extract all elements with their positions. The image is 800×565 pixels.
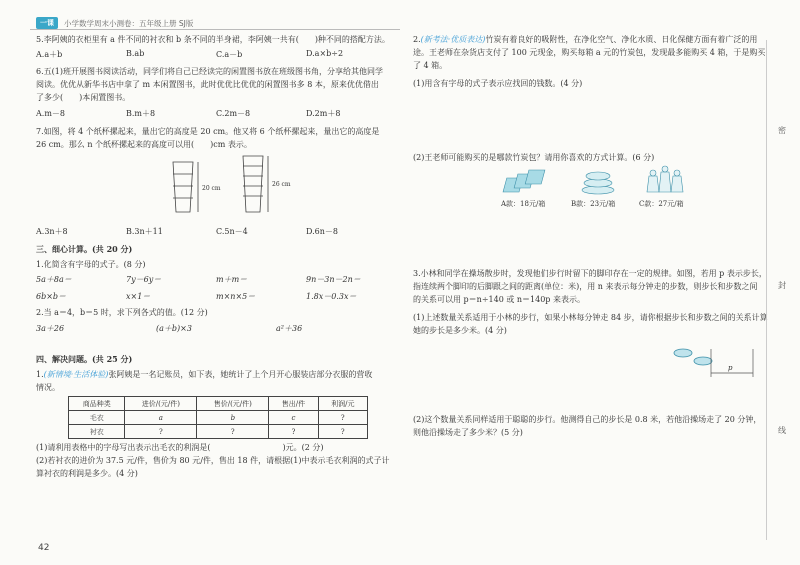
q5-text: 5.李阿姨的衣柜里有 a 件不同的衬衣和 b 条不同的半身裙，李阿姨一共有( )种不同的搭配方法。 xyxy=(36,35,390,44)
simplify-item: 6b×b＝ xyxy=(36,292,67,301)
bag-a-image xyxy=(508,166,552,196)
q2-body: 竹炭有着良好的吸附性，在净化空气、净化水质、日化保健方面有着广泛的用 xyxy=(485,35,758,44)
page-header xyxy=(36,16,193,30)
q3-part1-a: (1)上述数量关系适用于小林的步行，如果小林每分钟走 84 步，请你根据步长和步数之间的关系计算 xyxy=(413,313,768,322)
cup-height-1: 20 cm xyxy=(202,185,221,192)
table-cell: ? xyxy=(125,425,197,439)
bag-a-label: A款：18元/箱 xyxy=(501,200,546,208)
margin-mark-envelope: 封 xyxy=(778,281,786,290)
q6-text-3: 了多少( )本闲置图书。 xyxy=(36,93,131,102)
simplify-item: m×n×5＝ xyxy=(216,292,256,301)
table-cell: ? xyxy=(318,411,367,425)
table-cell: c xyxy=(269,411,318,425)
q3-1-text: 1.化简含有字母的式子。(8 分) xyxy=(36,260,146,269)
table-header-cell: 进价/(元/件) xyxy=(125,397,197,411)
q6-text-1: 6.五(1)班开展图书阅读活动，同学们将自己已经读完的闲置图书放在班级图书角，分享给其他同学 xyxy=(36,67,383,76)
header-title: 小学数学周末小测卷：五年级上册 SJ版 xyxy=(64,18,194,28)
table-cell: 衬衣 xyxy=(69,425,125,439)
simplify-item: m＋m＝ xyxy=(216,275,248,284)
q7-option-a: A.3n＋8 xyxy=(36,227,68,236)
simplify-item: 7y－6y＝ xyxy=(126,275,162,284)
table-header-cell: 售出/件 xyxy=(269,397,318,411)
q4-1-text-b: 情况。 xyxy=(36,383,60,392)
bag-c-label: C款：27元/箱 xyxy=(639,200,684,208)
q3-text-3: 的关系可以用 p＝n÷140 或 n＝140p 来表示。 xyxy=(413,295,585,304)
table-header-row xyxy=(69,397,368,411)
q4-1-tag: (新情境·生活体验) xyxy=(43,370,109,379)
simplify-item: 9n－3n－2n＝ xyxy=(306,275,361,284)
cup-height-2: 26 cm xyxy=(272,181,291,188)
page-number: 42 xyxy=(38,543,50,553)
table-cell: ? xyxy=(318,425,367,439)
simplify-item: 5a＋8a＝ xyxy=(36,275,72,284)
q7-option-d: D.6n－8 xyxy=(306,227,339,236)
q3-part1-b: 她的步长是多少米。(4 分) xyxy=(413,326,507,335)
table-row xyxy=(69,411,368,425)
table-cell: 毛衣 xyxy=(69,411,125,425)
footprint-step-diagram xyxy=(673,339,763,379)
income-table xyxy=(68,396,368,439)
q3-text-1: 3.小林和同学在操场散步时，发现他们步行时留下的脚印存在一定的规律。如图，若用 p 表示步长， xyxy=(413,269,767,278)
q5-option-d: D.a×b÷2 xyxy=(306,49,344,58)
q2-text-1: 2.(新考法·优质表达)竹炭有着良好的吸附性，在净化空气、净化水质、日化保健方面有着广泛的用 xyxy=(413,35,758,44)
evaluate-item: 3a＋26 xyxy=(36,324,65,333)
q7-option-c: C.5n－4 xyxy=(216,227,248,236)
header-tag: 一课 xyxy=(36,17,58,29)
step-length-label: p xyxy=(728,364,733,372)
q7-text-2: 26 cm。那么 n 个纸杯摞起来的高度可以用( )cm 表示。 xyxy=(36,140,252,149)
table-header-cell: 利润/元 xyxy=(318,397,367,411)
table-cell: ? xyxy=(197,425,269,439)
q4-1-part1: (1)请利用表格中的字母写出表示出毛衣的利润是( )元。(2 分) xyxy=(36,443,324,452)
q3-part2-a: (2)这个数量关系同样适用于聪聪的步行。他测得自己的步长是 0.8 米，若他沿操场走了 20 分钟， xyxy=(413,415,762,424)
q2-part1: (1)用含有字母的式子表示应找回的钱数。(4 分) xyxy=(413,79,583,88)
q5-option-b: B.ab xyxy=(126,49,145,58)
q6-text-2: 阅读。优优从新华书店中拿了 m 本闲置图书，此时优优比优优的闲置图书多 8 本，原来优优借出 xyxy=(36,80,379,89)
q4-1-part2-b: 算衬衣的利润是多少。(4 分) xyxy=(36,469,138,478)
table-header-cell: 售价/(元/件) xyxy=(197,397,269,411)
q2-part2: (2)王老师可能购买的是哪款竹炭包？请用你喜欢的方式计算。(6 分) xyxy=(413,153,655,162)
table-cell: a xyxy=(125,411,197,425)
table-cell: b xyxy=(197,411,269,425)
simplify-item: x×1＝ xyxy=(126,292,151,301)
evaluate-item: a²＋36 xyxy=(276,324,303,333)
section-3-title: 三、细心计算。(共 20 分) xyxy=(36,244,133,254)
q3-2-text: 2.当 a＝4，b＝5 时，求下列各式的值。(12 分) xyxy=(36,308,208,317)
q2-text-3: 了 4 箱。 xyxy=(413,61,448,70)
q4-1-text-a: 1.(新情境·生活体验)张阿姨是一名记账员，如下表，她统计了上个月开心服装店部分衣服的营收 xyxy=(36,370,373,379)
evaluate-item: (a＋b)×3 xyxy=(156,324,192,333)
binding-line xyxy=(766,40,767,540)
q5-option-c: C.a－b xyxy=(216,50,243,59)
simplify-item: 1.8x－0.3x＝ xyxy=(306,292,357,301)
q6-option-a: A.m－8 xyxy=(36,109,65,118)
header-rule xyxy=(30,29,400,30)
q2-tag: (新考法·优质表达) xyxy=(420,35,486,44)
q3-part2-b: 则他沿操场走了多少米？(5 分) xyxy=(413,428,523,437)
margin-mark-line: 线 xyxy=(778,426,786,435)
stacked-cups-figure xyxy=(168,152,291,222)
q4-1-part2-a: (2)若衬衣的进价为 37.5 元/件，售价为 80 元/件，售出 18 件，请根据(1)中表示毛衣利润的式子计 xyxy=(36,456,390,465)
margin-mark-seal: 密 xyxy=(778,126,786,135)
bag-c-image xyxy=(645,164,685,196)
table-cell: ? xyxy=(269,425,318,439)
q5-option-a: A.a＋b xyxy=(36,50,63,59)
q2-text-2: 途。王老师在杂货店支付了 100 元现金，购买每箱 a 元的竹炭包，发现最多能购买 4 箱，于是购买 xyxy=(413,48,766,57)
bag-b-image xyxy=(578,166,618,196)
q6-option-d: D.2m＋8 xyxy=(306,109,341,118)
q7-text-1: 7.如图，将 4 个纸杯摞起来，量出它的高度是 20 cm。他又将 6 个纸杯摞起来，量出它的高度是 xyxy=(36,127,380,136)
q4-1-body: 张阿姨是一名记账员，如下表，她统计了上个月开心服装店部分衣服的营收 xyxy=(108,370,373,379)
q3-text-2: 指连续两个脚印的后脚跟之间的距离(单位：米)，用 n 来表示每分钟走的步数，则步长和步数之间 xyxy=(413,282,758,291)
bag-b-label: B款：23元/箱 xyxy=(571,200,616,208)
section-4-title: 四、解决问题。(共 25 分) xyxy=(36,354,133,364)
table-header-cell: 商品种类 xyxy=(69,397,125,411)
q6-option-c: C.2m－8 xyxy=(216,109,251,118)
table-row xyxy=(69,425,368,439)
q6-option-b: B.m＋8 xyxy=(126,109,156,118)
q7-option-b: B.3n＋11 xyxy=(126,227,163,236)
